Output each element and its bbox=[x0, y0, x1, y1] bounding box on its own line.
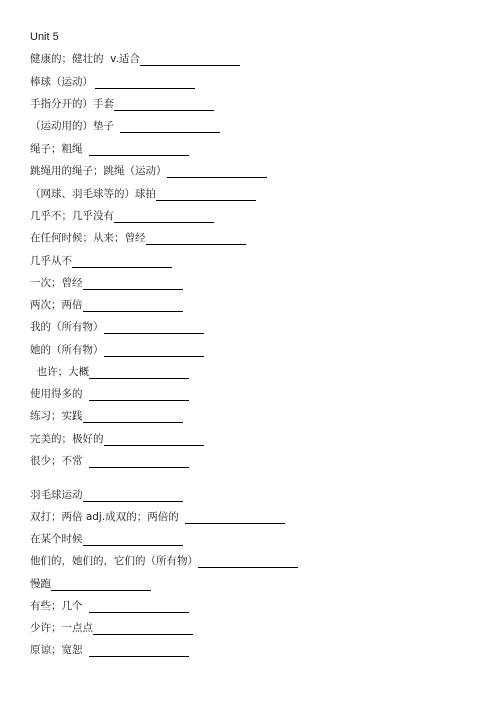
vocab-meaning: 跳绳用的绳子；跳绳（运动） bbox=[30, 165, 167, 177]
vocab-meaning: 绳子；粗绳 bbox=[30, 143, 83, 155]
vocab-item bbox=[30, 320, 204, 334]
vocab-item bbox=[30, 510, 285, 524]
answer-blank[interactable] bbox=[93, 623, 193, 635]
vocab-item bbox=[30, 387, 189, 401]
vocab-item bbox=[30, 532, 183, 546]
vocab-meaning: 棒球（运动） bbox=[30, 76, 93, 88]
vocab-item bbox=[30, 643, 189, 657]
vocab-meaning: （运动用的）垫子 bbox=[30, 120, 114, 132]
vocab-meaning: 有些；几个 bbox=[30, 600, 83, 612]
vocab-meaning: 在任何时候；从来；曾经 bbox=[30, 232, 146, 244]
vocab-meaning: 也许；大概 bbox=[30, 366, 90, 378]
vocab-meaning: 少许；一点点 bbox=[30, 622, 93, 634]
answer-blank[interactable] bbox=[95, 77, 195, 89]
answer-blank[interactable] bbox=[83, 534, 183, 546]
answer-blank[interactable] bbox=[89, 144, 189, 156]
vocab-meaning: 原谅；宽恕 bbox=[30, 644, 83, 656]
answer-blank[interactable] bbox=[89, 389, 189, 401]
vocab-item bbox=[30, 621, 193, 635]
vocab-item bbox=[30, 209, 214, 223]
vocab-item bbox=[30, 164, 267, 178]
answer-blank[interactable] bbox=[120, 121, 220, 133]
vocab-meaning: 手指分开的）手套 bbox=[30, 98, 114, 110]
answer-blank[interactable] bbox=[83, 300, 183, 312]
vocab-item bbox=[30, 599, 189, 613]
unit-title: Unit 5 bbox=[30, 31, 59, 43]
answer-blank[interactable] bbox=[140, 54, 240, 66]
vocab-meaning: 慢跑 bbox=[30, 578, 51, 590]
vocab-meaning: 使用得多的 bbox=[30, 388, 83, 400]
vocab-item bbox=[30, 187, 256, 201]
vocab-item bbox=[30, 488, 183, 502]
vocab-meaning: 健康的；健壮的 v.适合 bbox=[30, 53, 140, 65]
vocab-meaning: 她的（所有物） bbox=[30, 344, 104, 356]
answer-blank[interactable] bbox=[167, 166, 267, 178]
answer-blank[interactable] bbox=[83, 411, 183, 423]
vocab-item bbox=[30, 75, 195, 89]
answer-blank[interactable] bbox=[89, 367, 189, 379]
vocab-meaning: 一次；曾经 bbox=[30, 277, 83, 289]
answer-blank[interactable] bbox=[198, 556, 298, 568]
vocab-item bbox=[30, 52, 240, 66]
vocab-meaning: 两次；两倍 bbox=[30, 299, 83, 311]
vocab-item bbox=[30, 454, 189, 468]
vocab-item bbox=[30, 97, 214, 111]
vocab-item bbox=[30, 231, 246, 245]
vocab-item bbox=[30, 254, 172, 268]
vocab-meaning: 双打；两倍 adj.成双的；两倍的 bbox=[30, 511, 179, 523]
vocab-meaning: （网球、羽毛球等的）球拍 bbox=[30, 188, 156, 200]
answer-blank[interactable] bbox=[104, 434, 204, 446]
vocab-meaning: 完美的；极好的 bbox=[30, 433, 104, 445]
vocab-meaning: 几乎从不 bbox=[30, 255, 72, 267]
vocab-item bbox=[30, 119, 220, 133]
vocab-item bbox=[30, 577, 151, 591]
answer-blank[interactable] bbox=[104, 322, 204, 334]
answer-blank[interactable] bbox=[114, 99, 214, 111]
vocab-item bbox=[30, 409, 183, 423]
answer-blank[interactable] bbox=[51, 579, 151, 591]
vocab-meaning: 他们的，她们的，它们的（所有物） bbox=[30, 555, 198, 567]
vocab-meaning: 练习；实践 bbox=[30, 410, 83, 422]
answer-blank[interactable] bbox=[146, 233, 246, 245]
vocab-meaning: 羽毛球运动 bbox=[30, 489, 83, 501]
answer-blank[interactable] bbox=[89, 645, 189, 657]
vocab-meaning: 我的（所有物） bbox=[30, 321, 104, 333]
answer-blank[interactable] bbox=[185, 512, 285, 524]
vocab-item bbox=[30, 365, 189, 379]
answer-blank[interactable] bbox=[156, 189, 256, 201]
answer-blank[interactable] bbox=[83, 490, 183, 502]
vocab-meaning: 在某个时候 bbox=[30, 533, 83, 545]
vocab-meaning: 很少；不常 bbox=[30, 455, 83, 467]
vocab-item bbox=[30, 298, 183, 312]
answer-blank[interactable] bbox=[83, 278, 183, 290]
vocab-item bbox=[30, 343, 204, 357]
answer-blank[interactable] bbox=[89, 456, 189, 468]
vocab-item bbox=[30, 432, 204, 446]
answer-blank[interactable] bbox=[72, 256, 172, 268]
answer-blank[interactable] bbox=[89, 601, 189, 613]
answer-blank[interactable] bbox=[114, 211, 214, 223]
answer-blank[interactable] bbox=[104, 345, 204, 357]
vocab-item bbox=[30, 276, 183, 290]
vocab-item bbox=[30, 554, 298, 568]
vocab-meaning: 几乎不；几乎没有 bbox=[30, 210, 114, 222]
vocab-item bbox=[30, 142, 189, 156]
